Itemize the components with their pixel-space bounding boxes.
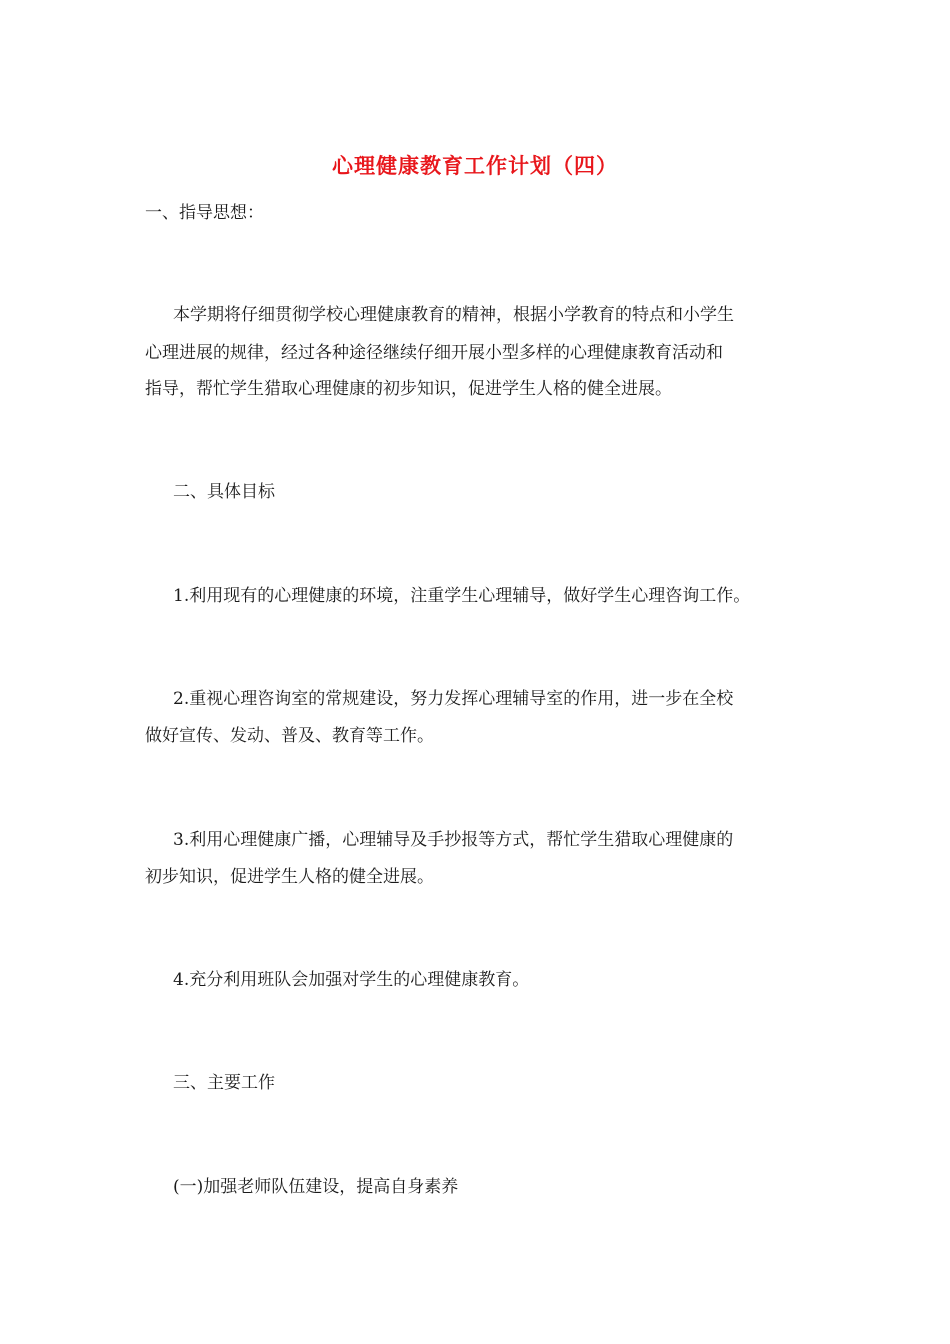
goal-item-1: 1.利用现有的心理健康的环境，注重学生心理辅导，做好学生心理咨询工作。 bbox=[173, 586, 751, 606]
paragraph-line: 本学期将仔细贯彻学校心理健康教育的精神，根据小学教育的特点和小学生 bbox=[173, 305, 734, 325]
goal-item-3-line: 3.利用心理健康广播，心理辅导及手抄报等方式，帮忙学生猎取心理健康的 bbox=[173, 830, 734, 850]
document-title: 心理健康教育工作计划（四） bbox=[332, 154, 618, 178]
section-heading-main-work: 三、主要工作 bbox=[173, 1073, 275, 1093]
paragraph-line: 指导，帮忙学生猎取心理健康的初步知识，促进学生人格的健全进展。 bbox=[145, 379, 672, 399]
goal-item-3-line: 初步知识，促进学生人格的健全进展。 bbox=[145, 867, 434, 887]
subsection-heading-teacher-team: (一)加强老师队伍建设，提高自身素养 bbox=[173, 1177, 459, 1197]
paragraph-line: 心理进展的规律，经过各种途径继续仔细开展小型多样的心理健康教育活动和 bbox=[145, 343, 723, 363]
goal-item-2-line: 做好宣传、发动、普及、教育等工作。 bbox=[145, 726, 434, 746]
section-heading-guiding-ideology: 一、指导思想： bbox=[145, 203, 264, 223]
section-heading-specific-goals: 二、具体目标 bbox=[173, 482, 275, 502]
goal-item-2-line: 2.重视心理咨询室的常规建设，努力发挥心理辅导室的作用，进一步在全校 bbox=[173, 689, 734, 709]
goal-item-4: 4.充分利用班队会加强对学生的心理健康教育。 bbox=[173, 970, 530, 990]
